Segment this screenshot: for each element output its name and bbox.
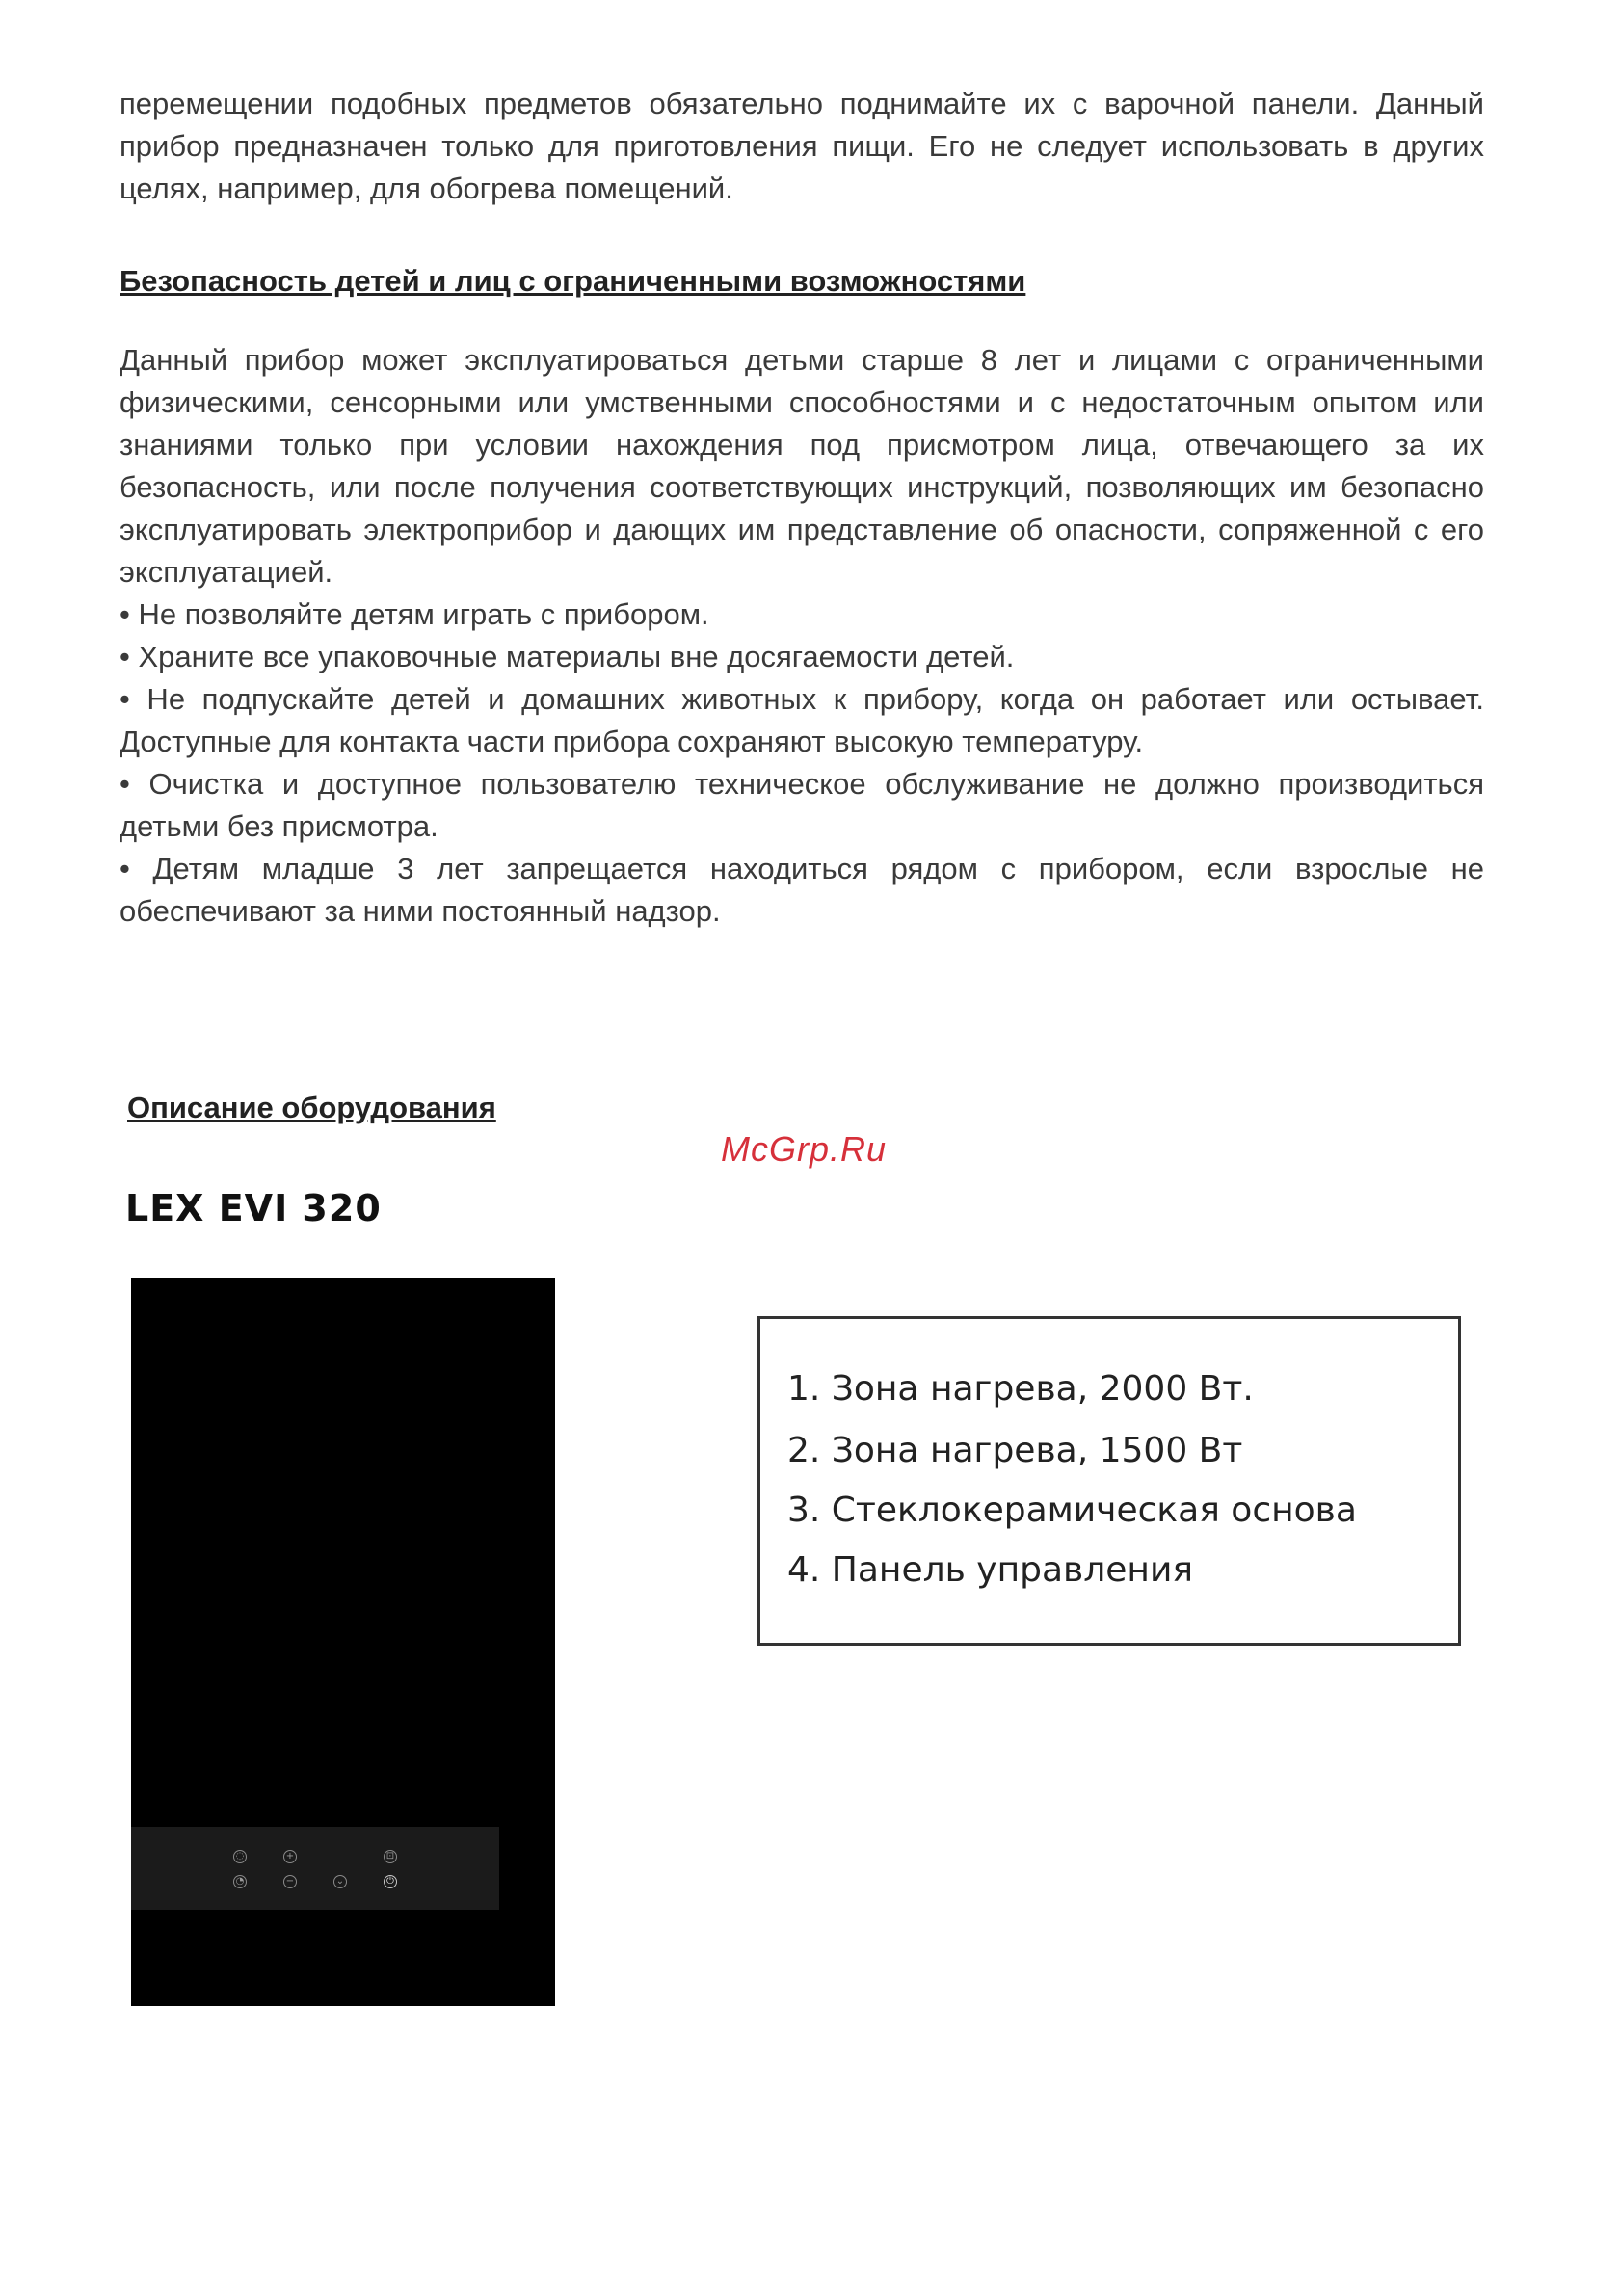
control-panel [131,1827,499,1910]
legend-box [757,1316,1461,1646]
safety-paragraph: Данный прибор может эксплуатироваться детьми старше 8 лет и лицами с ограниченными физическими, сенсорными или умственными способностями и с недостаточным опытом или знаниями только при условии нахождения под присмотром лица, отвечающего за их безопасность, или после получения соответствующих инструкций, позволяющих им безопасно эксплуатировать электроприбор и дающих им представление об опасности, сопряженной с его эксплуатацией. [120,343,1484,589]
legend-item: 4. Панель управления [787,1550,1193,1590]
model-name: LEX EVI 320 [125,1187,382,1229]
timer-icon: ◔ [233,1875,247,1888]
cooktop-image [131,1278,555,2006]
power-icon: ◌ [233,1850,247,1863]
legend-item: 1. Зона нагрева, 2000 Вт. [787,1369,1254,1409]
onoff-icon: ⏻ [384,1875,397,1888]
legend-item: 2. Зона нагрева, 1500 Вт [787,1431,1243,1470]
equipment-heading: Описание оборудования [127,1091,496,1124]
lock-icon: ⊡ [384,1850,397,1863]
safety-bullet: • Не подпускайте детей и домашних животных к прибору, когда он работает или остывает. Доступные для контакта части прибора сохраняют высокую температуру. [120,682,1484,758]
intro-text: перемещении подобных предметов обязательно поднимайте их с варочной панели. Данный прибор предназначен только для приготовления пищи. Его не следует использовать в других целях, например, для обогрева помещений. [120,87,1484,205]
intro-paragraph [120,83,1484,210]
watermark: McGrp.Ru [721,1129,888,1169]
safety-bullet: • Детям младше 3 лет запрещается находиться рядом с прибором, если взрослые не обеспечивают за ними постоянный надзор. [120,852,1484,928]
safety-bullet: • Храните все упаковочные материалы вне досягаемости детей. [120,640,1015,673]
safety-heading: Безопасность детей и лиц с ограниченными возможностями [120,264,1026,298]
select-icon: ⌄ [333,1875,347,1888]
safety-bullet: • Очистка и доступное пользователю техническое обслуживание не должно производиться детьми без присмотра. [120,767,1484,843]
plus-icon: + [283,1850,297,1863]
legend-item: 3. Стеклокерамическая основа [787,1491,1357,1530]
safety-section [120,339,1484,933]
safety-bullet: • Не позволяйте детям играть с прибором. [120,597,709,631]
minus-icon: − [283,1875,297,1888]
